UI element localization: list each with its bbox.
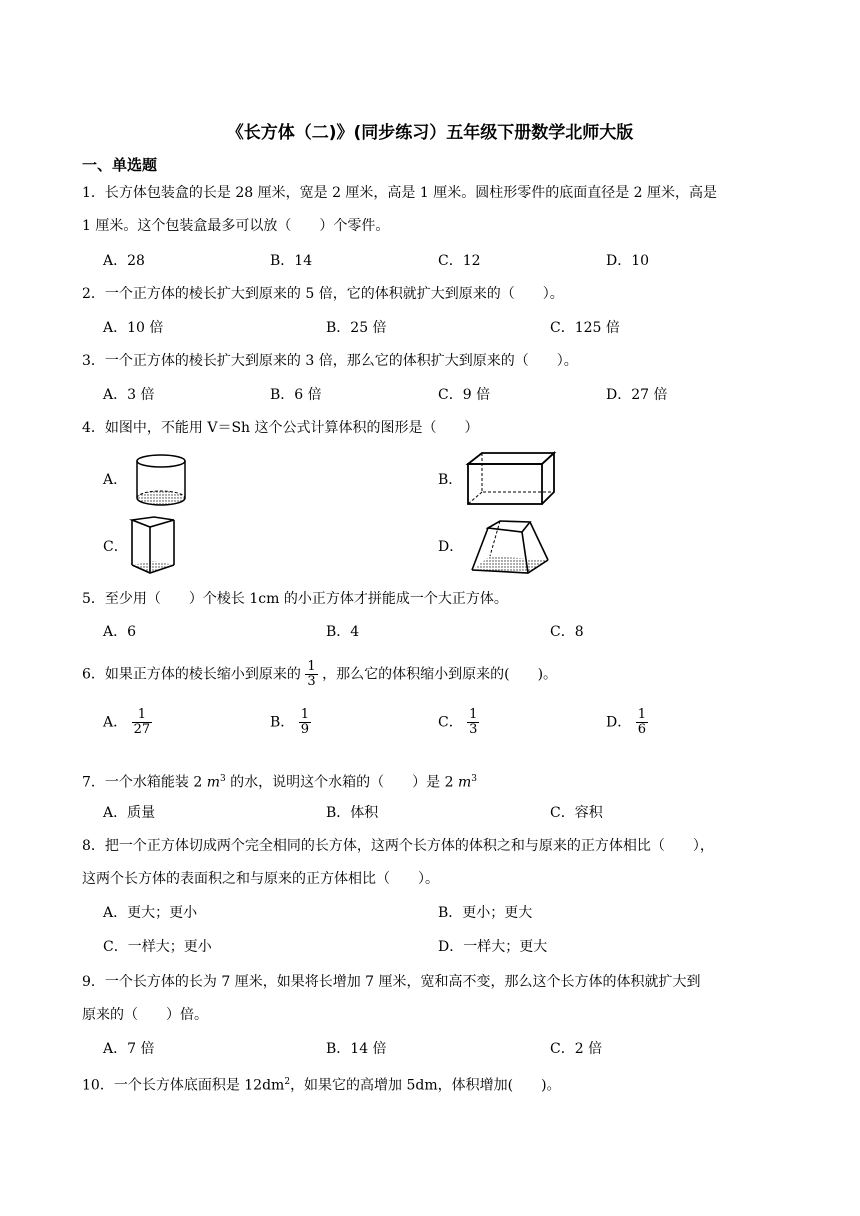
q8-option-b: B．更小；更大 bbox=[438, 905, 533, 921]
fraction-numerator: 1 bbox=[137, 707, 146, 722]
option-fraction bbox=[132, 708, 153, 737]
question-6-suffix: ，那么它的体积缩小到原来的( )。 bbox=[322, 666, 558, 683]
q4-option-b-label: B． bbox=[438, 472, 463, 488]
question-1-line-2: 1 厘米。这个包装盒最多可以放（ ）个零件。 bbox=[82, 218, 390, 234]
option-fraction bbox=[467, 708, 479, 737]
option-label: A． bbox=[103, 714, 128, 731]
q3-option-c: C．9 倍 bbox=[438, 387, 491, 403]
question-1-line-1: 1．长方体包装盒的长是 28 厘米，宽是 2 厘米，高是 1 厘米。圆柱形零件的底面直径是 2 厘米，高是 bbox=[82, 185, 718, 201]
option-label: C． bbox=[438, 714, 463, 731]
q5-option-b: B．4 bbox=[326, 624, 360, 640]
unit-exponent: 3 bbox=[220, 774, 226, 784]
question-10 bbox=[82, 1072, 561, 1096]
q9-option-a: A．7 倍 bbox=[103, 1041, 155, 1057]
question-2: 2．一个正方体的棱长扩大到原来的 5 倍，它的体积就扩大到原来的（ ）。 bbox=[82, 286, 564, 302]
option-label: B． bbox=[270, 714, 295, 731]
frustum-icon bbox=[468, 518, 552, 576]
page-title: 《长方体（二)》(同步练习）五年级下册数学北师大版 bbox=[226, 123, 634, 143]
unit-exponent: 3 bbox=[471, 774, 478, 784]
q1-option-b: B．14 bbox=[270, 253, 313, 269]
fraction-denominator: 27 bbox=[133, 722, 151, 737]
triangular-prism-icon bbox=[128, 515, 178, 577]
q1-option-d: D．10 bbox=[606, 253, 650, 269]
question-7 bbox=[82, 769, 477, 793]
q5-option-c: C．8 bbox=[550, 624, 584, 640]
q6-option-a bbox=[103, 708, 152, 737]
q8-option-c: C．一样大；更小 bbox=[103, 939, 212, 955]
question-6-fraction bbox=[305, 660, 317, 689]
q1-option-a: A．28 bbox=[103, 253, 145, 269]
option-fraction bbox=[299, 708, 311, 737]
q9-option-c: C．2 倍 bbox=[550, 1041, 603, 1057]
q2-option-a: A．10 倍 bbox=[103, 320, 164, 336]
fraction-denominator: 3 bbox=[469, 722, 478, 737]
question-6 bbox=[82, 660, 557, 689]
q7-option-c: C．容积 bbox=[550, 805, 603, 821]
question-9-line-1: 9．一个长方体的长为 7 厘米，如果将长增加 7 厘米，宽和高不变，那么这个长方体的体积就扩大到 bbox=[82, 974, 701, 990]
fraction-denominator: 6 bbox=[637, 722, 646, 737]
q5-option-a: A．6 bbox=[103, 624, 137, 640]
option-fraction bbox=[636, 708, 648, 737]
q7-option-a: A．质量 bbox=[103, 805, 156, 821]
question-7-part-1: 7．一个水箱能装 2 bbox=[82, 774, 207, 791]
cylinder-icon bbox=[132, 452, 190, 510]
q3-option-a: A．3 倍 bbox=[103, 387, 155, 403]
question-3: 3．一个正方体的棱长扩大到原来的 3 倍，那么它的体积扩大到原来的（ ）。 bbox=[82, 353, 578, 369]
q3-option-b: B．6 倍 bbox=[270, 387, 322, 403]
section-heading: 一、单选题 bbox=[82, 156, 158, 174]
unit-symbol: m bbox=[206, 774, 220, 791]
q4-option-a-label: A． bbox=[103, 472, 128, 488]
question-8-line-2: 这两个长方体的表面积之和与原来的正方体相比（ ）。 bbox=[82, 871, 439, 887]
q3-option-d: D．27 倍 bbox=[606, 387, 668, 403]
q8-option-d: D．一样大；更大 bbox=[438, 939, 548, 955]
question-10-part-2: ，如果它的高增加 5dm，体积增加( )。 bbox=[290, 1077, 561, 1094]
q6-option-d bbox=[606, 708, 648, 737]
option-label: D． bbox=[606, 714, 632, 731]
fraction-numerator: 1 bbox=[300, 707, 310, 722]
question-9-line-2: 原来的（ ）倍。 bbox=[82, 1007, 208, 1023]
q4-option-d-label: D． bbox=[438, 539, 464, 555]
q4-option-c-label: C． bbox=[103, 539, 128, 555]
fraction-numerator: 1 bbox=[637, 707, 646, 722]
question-4: 4．如图中，不能用 V＝Sh 这个公式计算体积的图形是（ ） bbox=[82, 420, 479, 436]
q9-option-b: B．14 倍 bbox=[326, 1041, 387, 1057]
unit-symbol: m bbox=[458, 774, 472, 791]
question-6-prefix: 6．如果正方体的棱长缩小到原来的 bbox=[82, 666, 301, 683]
fraction-denominator: 9 bbox=[300, 722, 310, 737]
question-10-part-1: 10．一个长方体底面积是 12dm bbox=[82, 1077, 285, 1094]
q2-option-c: C．125 倍 bbox=[550, 320, 620, 336]
q8-option-a: A．更大；更小 bbox=[103, 905, 198, 921]
q7-option-b: B．体积 bbox=[326, 805, 379, 821]
fraction-numerator: 1 bbox=[307, 659, 316, 674]
unit-exponent: 2 bbox=[284, 1077, 291, 1087]
q6-option-b bbox=[270, 708, 311, 737]
q2-option-b: B．25 倍 bbox=[326, 320, 387, 336]
fraction-numerator: 1 bbox=[469, 707, 478, 722]
fraction-denominator: 3 bbox=[307, 674, 316, 689]
q6-option-c bbox=[438, 708, 479, 737]
cuboid-icon bbox=[465, 450, 557, 508]
question-5: 5．至少用（ ）个棱长 1cm 的小正方体才拼能成一个大正方体。 bbox=[82, 591, 508, 607]
question-7-part-2: 的水，说明这个水箱的（ ）是 2 bbox=[225, 774, 458, 791]
question-8-line-1: 8．把一个正方体切成两个完全相同的长方体，这两个长方体的体积之和与原来的正方体相比（ ）， bbox=[82, 838, 714, 854]
q1-option-c: C．12 bbox=[438, 253, 481, 269]
